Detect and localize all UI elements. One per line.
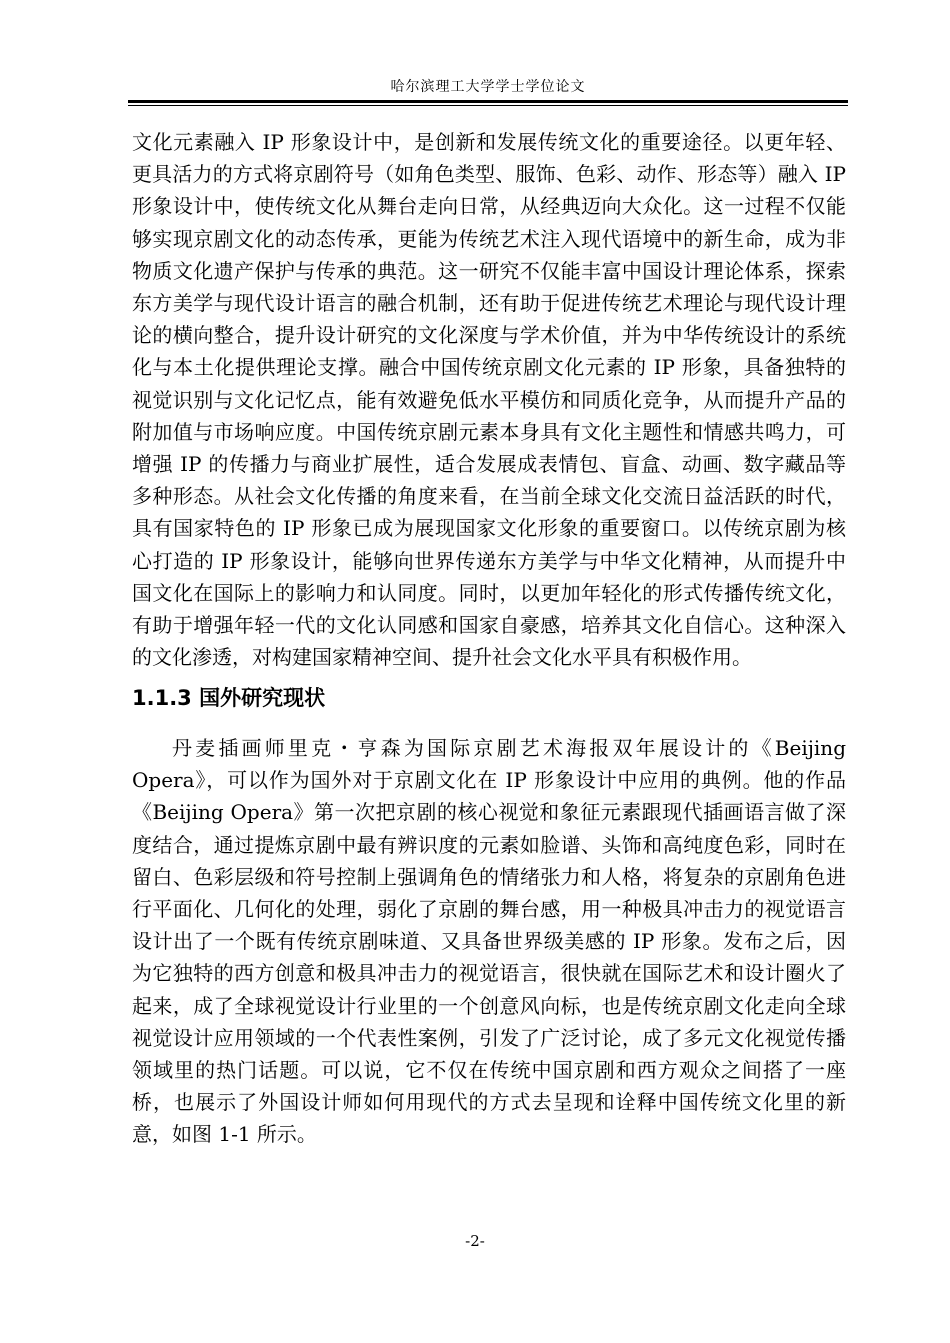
body-paragraph-1: 文化元素融入 IP 形象设计中，是创新和发展传统文化的重要途径。以更年轻、更具活力的方式将京剧符号（如角色类型、服饰、色彩、动作、形态等）融入 IP 形象设计中，使传统文化从舞台走向日常，从经典迈向大众化。这一过程不仅能够实现京剧文化的动态传承，更能为传统艺术注入现代语境中的新生命，成为非物质文化遗产保护与传承的典范。这一研究不仅能丰富中国设计理论体系，探索东方美学与现代设计语言的融合机制，还有助于促进传统艺术理论与现代设计理论的横向整合，提升设计研究的文化深度与学术价值，并为中华传统设计的系统化与本土化提供理论支撑。融合中国传统京剧文化元素的 IP 形象，具备独特的视觉识别与文化记忆点，能有效避免低水平模仿和同质化竞争，从而提升产品的附加值与市场响应度。中国传统京剧元素本身具有文化主题性和情感共鸣力，可增强 IP 的传播力与商业扩展性，适合发展成表情包、盲盒、动画、数字藏品等多种形态。从社会文化传播的角度来看，在当前全球文化交流日益活跃的时代，具有国家特色的 IP 形象已成为展现国家文化形象的重要窗口。以传统京剧为核心打造的 IP 形象设计，能够向世界传递东方美学与中华文化精神，从而提升中国文化在国际上的影响力和认同度。同时，以更加年轻化的形式传播传统文化，有助于增强年轻一代的文化认同感和国家自豪感，培养其文化自信心。这种深入的文化渗透，对构建国家精神空间、提升社会文化水平具有积极作用。 xyxy=(132,130,846,670)
body-paragraph-2: 丹麦插画师里克・亨森为国际京剧艺术海报双年展设计的《Beijing Opera》，可以作为国外对于京剧文化在 IP 形象设计中应用的典例。他的作品《Beijing Opera》第一次把京剧的核心视觉和象征元素跟现代插画语言做了深度结合，通过提炼京剧中最有辨识度的元素如脸谱、头饰和高纯度色彩，同时在留白、色彩层级和符号控制上强调角色的情绪张力和人格，将复杂的京剧角色进行平面化、几何化的处理，弱化了京剧的舞台感，用一种极具冲击力的视觉语言设计出了一个既有传统京剧味道、又具备世界级美感的 IP 形象。发布之后，因为它独特的西方创意和极具冲击力的视觉语言，很快就在国际艺术和设计圈火了起来，成了全球视觉设计行业里的一个创意风向标，也是传统京剧文化走向全球视觉设计应用领域的一个代表性案例，引发了广泛讨论，成了多元文化视觉传播领域里的热门话题。可以说，它不仅在传统中国京剧和西方观众之间搭了一座桥，也展示了外国设计师如何用现代的方式去呈现和诠释中国传统文化里的新意，如图 1-1 所示。 xyxy=(132,736,846,1147)
header-thin-rule xyxy=(128,105,848,106)
header-thick-rule xyxy=(128,100,848,103)
page-number: -2- xyxy=(465,1232,485,1250)
running-header: 哈尔滨理工大学学士学位论文 xyxy=(390,79,586,95)
section-heading: 1.1.3 国外研究现状 xyxy=(132,686,326,710)
